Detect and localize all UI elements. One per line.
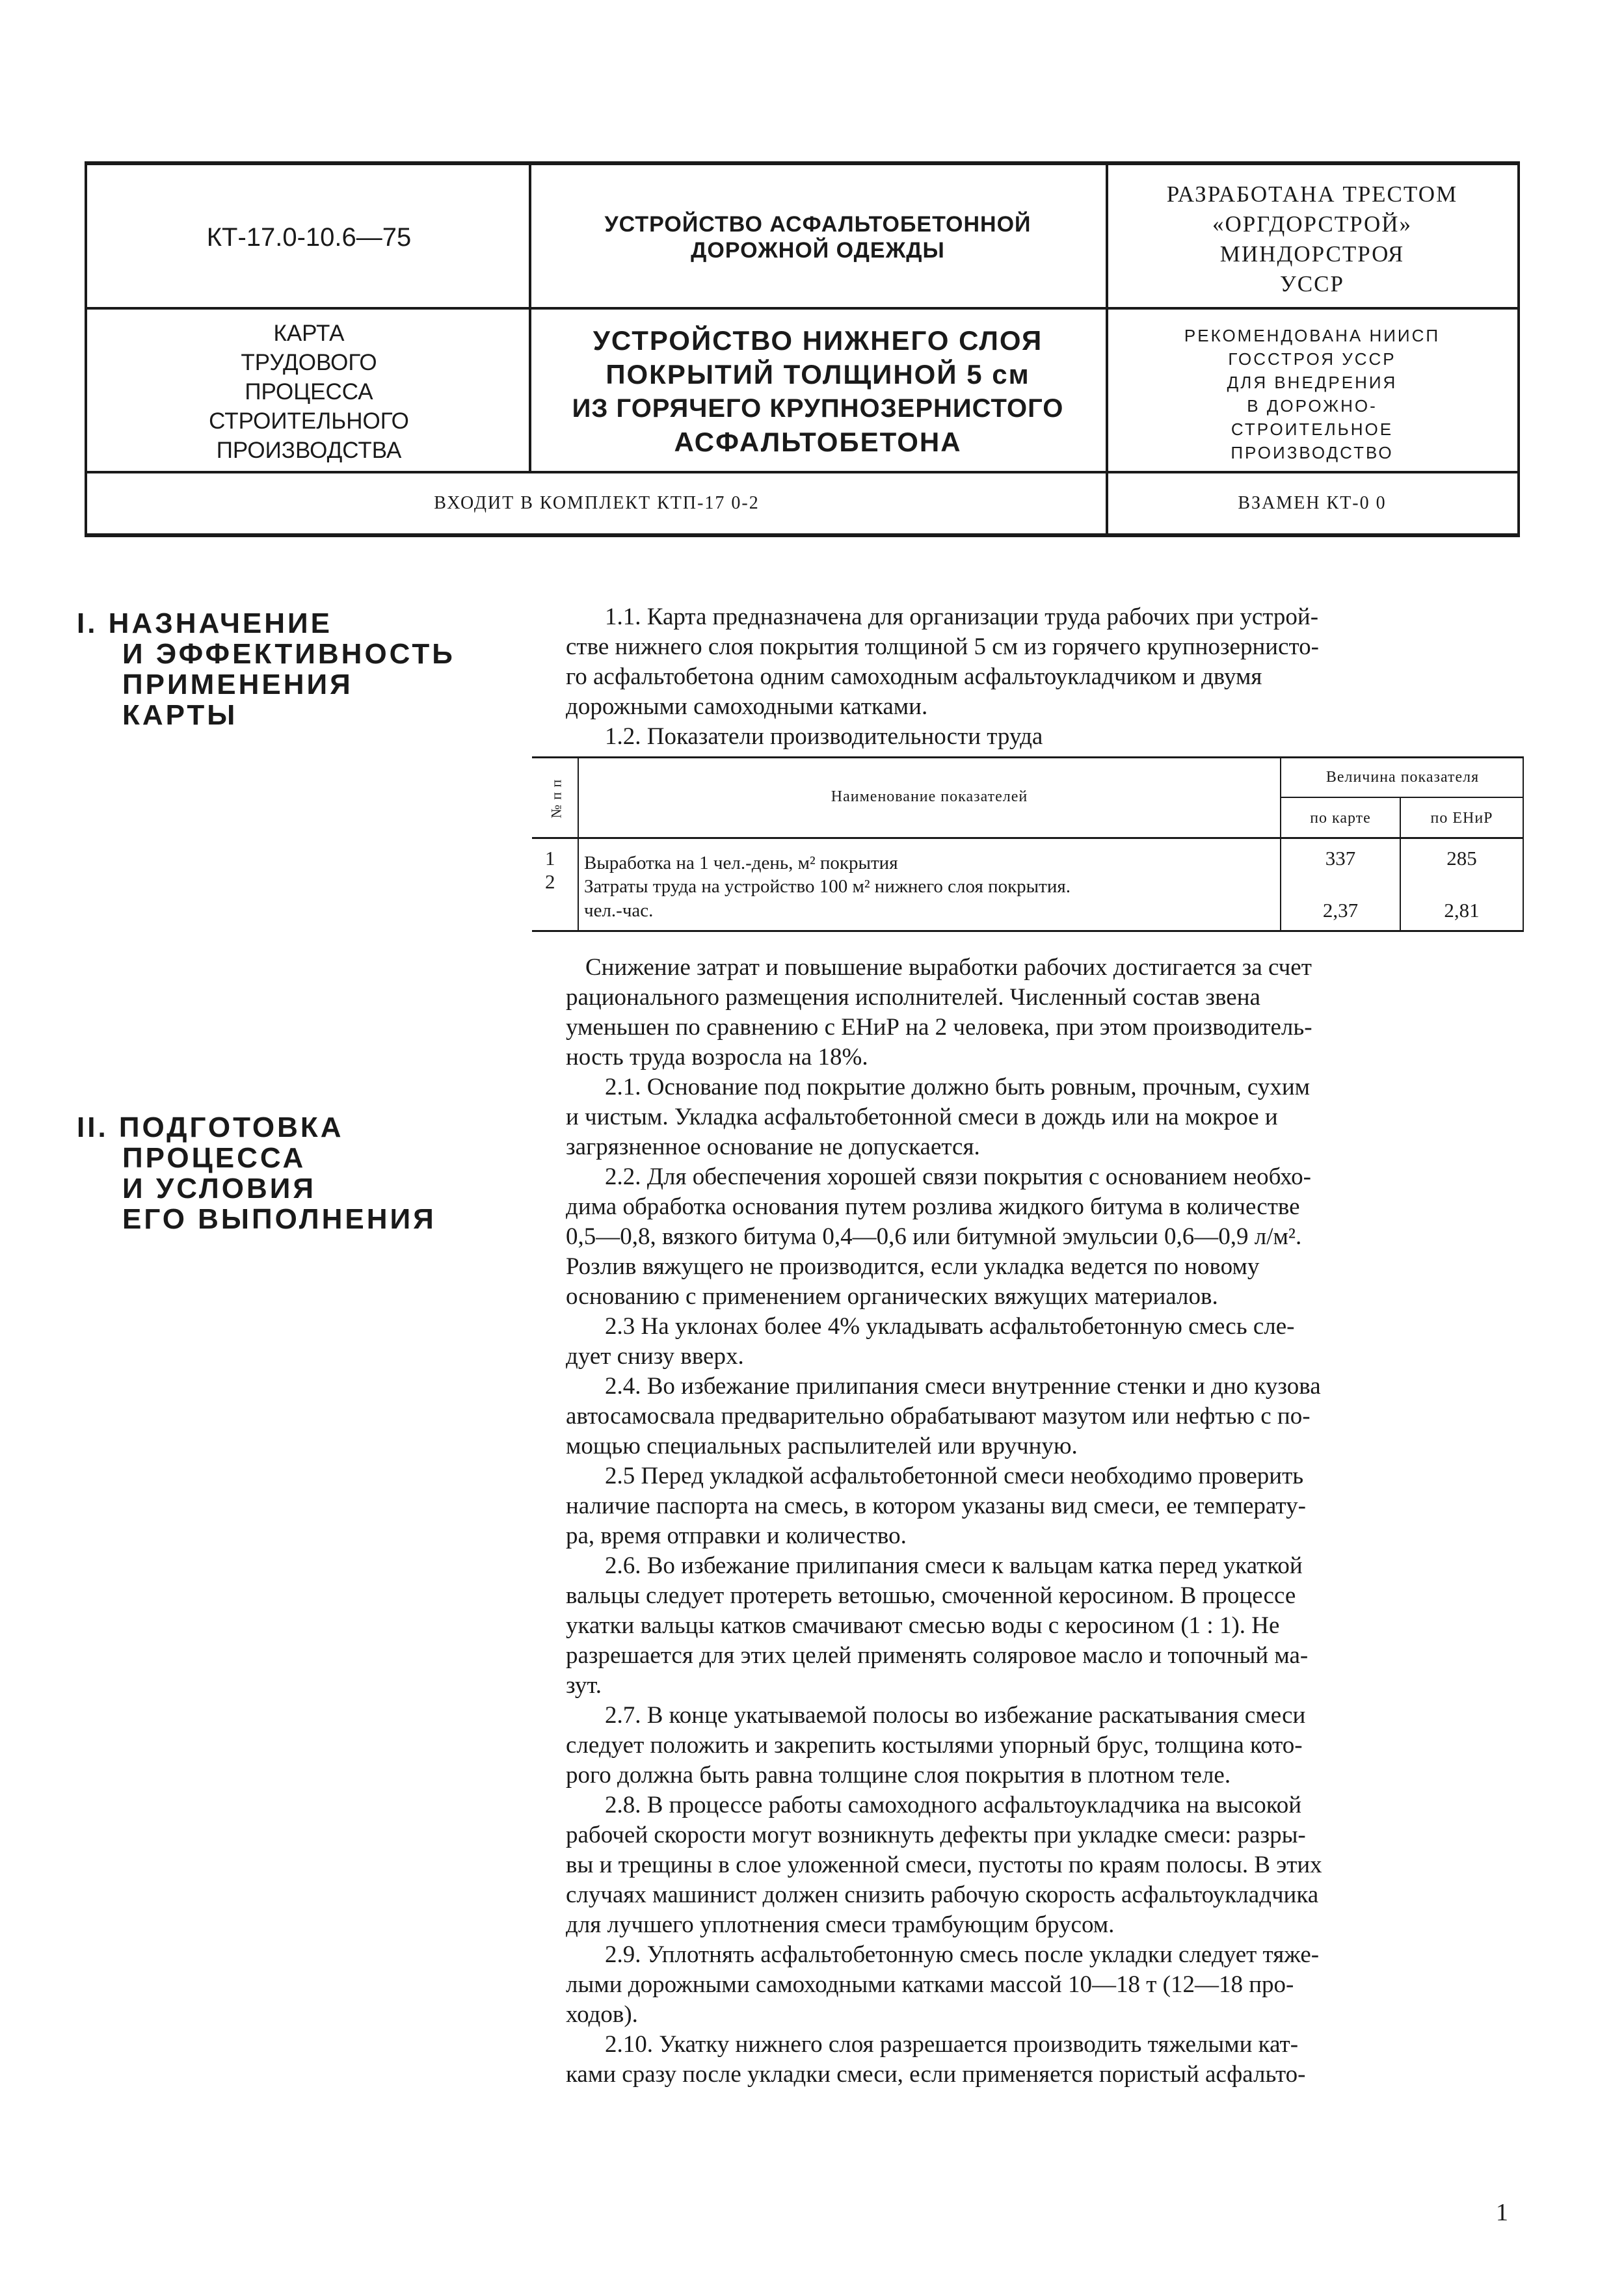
paragraph-line: ра, время отправки и количество. <box>566 1523 907 1549</box>
row-number: 2 <box>545 870 555 893</box>
paragraph-line: 2.10. Укатку нижнего слоя разрешается производить тяжелыми кат- <box>605 2031 1299 2058</box>
paragraph-line: 2.4. Во избежание прилипания смеси внутренние стенки и дно кузова <box>605 1373 1321 1400</box>
header-divider <box>85 471 1520 473</box>
paragraph-line: 2.6. Во избежание прилипания смеси к вальцам катка перед укаткой <box>605 1552 1303 1579</box>
paragraph-line: 1.1. Карта предназначена для организации труда рабочих при устрой- <box>605 604 1319 630</box>
paragraph-line: наличие паспорта на смесь, в котором указаны вид смеси, ее температу- <box>566 1493 1306 1519</box>
document-header <box>85 161 1520 537</box>
paragraph-line: ходов). <box>566 2001 638 2028</box>
row-enir-value: 285 <box>1446 847 1477 870</box>
col-num-header: № п п <box>548 778 565 819</box>
included-in-cell <box>91 476 1102 531</box>
recommended-line: ГОССТРОЯ УССР <box>1228 349 1396 369</box>
paragraph-line: го асфальтобетона одним самоходным асфальтоукладчиком и двумя <box>566 663 1262 690</box>
section-heading-line: ПРОЦЕССА <box>122 1142 306 1174</box>
table-rule <box>532 930 1524 932</box>
recommended-line: ПРОИЗВОДСТВО <box>1231 442 1394 462</box>
row-card-value: 2,37 <box>1322 899 1359 922</box>
col-enir-header: по ЕНиР <box>1430 810 1493 827</box>
performance-table <box>532 756 1524 932</box>
row-name: Затраты труда на устройство 100 м² нижнего слоя покрытия. <box>584 876 1071 897</box>
document-code: КТ-17.0-10.6—75 <box>206 222 412 252</box>
paragraph-line: 2.1. Основание под покрытие должно быть ровным, прочным, сухим <box>605 1074 1311 1100</box>
paragraph-line: и чистым. Укладка асфальтобетонной смеси в дождь или на мокрое и <box>566 1104 1278 1130</box>
paragraph-line: дорожными самоходными катками. <box>566 693 928 720</box>
developer-line: «ОРГДОРСТРОЙ» <box>1212 211 1413 237</box>
paragraph-line: 2.2. Для обеспечения хорошей связи покрытия с основанием необхо- <box>605 1164 1312 1190</box>
paragraph-line: 1.2. Показатели производительности труда <box>605 723 1043 750</box>
paragraph-line: 2.9. Уплотнять асфальтобетонную смесь после укладки следует тяже- <box>605 1941 1320 1968</box>
card-type-line: КАРТА <box>273 320 345 346</box>
developer-line: РАЗРАБОТАНА ТРЕСТОМ <box>1166 181 1458 207</box>
main-title-line: ДОРОЖНОЙ ОДЕЖДЫ <box>691 238 945 263</box>
card-type-line: ТРУДОВОГО <box>241 349 377 375</box>
card-type-line: ПРОИЗВОДСТВА <box>216 437 402 463</box>
card-title-line: ПОКРЫТИЙ ТОЛЩИНОЙ 5 см <box>606 359 1030 390</box>
included-in-text: ВХОДИТ В КОМПЛЕКТ КТП-17 0-2 <box>434 493 760 513</box>
paragraph-line: ками сразу после укладки смеси, если применяется пористый асфальто- <box>566 2061 1306 2088</box>
paragraph-line: ность труда возросла на 18%. <box>566 1044 868 1071</box>
paragraph-line: лыми дорожными самоходными катками массой 10—18 т (12—18 про- <box>566 1971 1294 1998</box>
paragraph-line: Розлив вяжущего не производится, если укладка ведется по новому <box>566 1253 1260 1280</box>
recommended-line: В ДОРОЖНО- <box>1247 395 1378 416</box>
header-divider <box>529 161 531 472</box>
paragraph-line: стве нижнего слоя покрытия толщиной 5 см из горячего крупнозернисто- <box>566 633 1320 660</box>
section-heading-line: ПРИМЕНЕНИЯ <box>122 669 353 700</box>
section-heading-line: II. ПОДГОТОВКА <box>77 1111 344 1143</box>
developer-line: УССР <box>1280 271 1344 297</box>
section-2-heading <box>77 1112 436 1234</box>
recommended-line: ДЛЯ ВНЕДРЕНИЯ <box>1227 372 1398 392</box>
paragraph-line: мощью специальных распылителей или вручную. <box>566 1433 1078 1459</box>
header-divider <box>1106 161 1108 537</box>
paragraph-line: вальцы следует протереть ветошью, смоченной керосином. В процессе <box>566 1582 1296 1609</box>
paragraph-line: уменьшен по сравнению с ЕНиР на 2 человека, при этом производитель- <box>566 1014 1312 1041</box>
paragraph-line: случаях машинист должен снизить рабочую скорость асфальтоукладчика <box>566 1882 1319 1908</box>
replaces-text: ВЗАМЕН КТ-0 0 <box>1238 493 1387 513</box>
paragraph-line: дима обработка основания путем розлива жидкого битума в количестве <box>566 1193 1300 1220</box>
card-title-line: УСТРОЙСТВО НИЖНЕГО СЛОЯ <box>592 325 1043 356</box>
paragraph-line: 2.5 Перед укладкой асфальтобетонной смеси необходимо проверить <box>605 1463 1304 1489</box>
row-name: Выработка на 1 чел.-день, м² покрытия <box>584 853 898 873</box>
row-number: 1 <box>545 847 555 870</box>
section-1-heading <box>77 608 455 730</box>
paragraph-line: рационального размещения исполнителей. Численный состав звена <box>566 984 1260 1011</box>
recommended-line: СТРОИТЕЛЬНОЕ <box>1231 419 1394 439</box>
section-heading-line: КАРТЫ <box>122 699 238 731</box>
col-card-header: по карте <box>1310 810 1371 827</box>
paragraph-line: укатки вальцы катков смачивают смесью воды с керосином (1 : 1). Не <box>566 1612 1280 1639</box>
paragraph-line: Снижение затрат и повышение выработки рабочих достигается за счет <box>585 954 1312 981</box>
paragraph-line: автосамосвала предварительно обрабатывают мазутом или нефтью с по- <box>566 1403 1311 1430</box>
row-name-continued: чел.-час. <box>584 900 654 921</box>
paragraph-line: 2.7. В конце укатываемой полосы во избежание раскатывания смеси <box>605 1702 1306 1729</box>
col-num-header-wrap <box>546 763 566 834</box>
replaces-cell <box>1109 476 1515 531</box>
paragraph-line: зут. <box>566 1672 602 1699</box>
header-bottom-rule <box>85 533 1520 537</box>
card-title-line: АСФАЛЬТОБЕТОНА <box>674 427 962 457</box>
paragraph-line: следует положить и закрепить костылями упорный брус, толщина кото- <box>566 1732 1303 1759</box>
section-1-body <box>566 602 1522 752</box>
header-divider <box>85 307 1520 310</box>
card-type-line: ПРОЦЕССА <box>245 379 373 405</box>
table-rule <box>532 837 1524 839</box>
table-rule <box>578 756 579 932</box>
developer-line: МИНДОРСТРОЯ <box>1219 241 1405 267</box>
main-title-cell <box>533 168 1102 307</box>
section-heading-line: ЕГО ВЫПОЛНЕНИЯ <box>122 1203 436 1235</box>
summary-body <box>566 953 1522 1072</box>
paragraph-line: вы и трещины в слое уложенной смеси, пустоты по краям полосы. В этих <box>566 1852 1322 1878</box>
card-type-line: СТРОИТЕЛЬНОГО <box>209 408 409 434</box>
section-2-body <box>566 1072 1522 2090</box>
paragraph-line: разрешается для этих целей применять соляровое масло и топочный ма- <box>566 1642 1309 1669</box>
section-heading-line: И ЭФФЕКТИВНОСТЬ <box>122 638 455 670</box>
paragraph-line: 2.3 На уклонах более 4% укладывать асфальтобетонную смесь сле- <box>605 1313 1295 1340</box>
section-heading-line: И УСЛОВИЯ <box>122 1173 317 1204</box>
paragraph-line: загрязненное основание не допускается. <box>566 1134 980 1160</box>
table-rule <box>532 756 1524 758</box>
header-top-rule <box>85 161 1520 165</box>
header-left-border <box>85 161 87 537</box>
paragraph-line: рабочей скорости могут возникнуть дефекты при укладке смеси: разры- <box>566 1822 1306 1848</box>
card-type-cell <box>91 314 527 469</box>
card-title-line: ИЗ ГОРЯЧЕГО КРУПНОЗЕРНИСТОГО <box>572 394 1064 423</box>
developer-cell <box>1109 174 1515 304</box>
paragraph-line: дует снизу вверх. <box>566 1343 744 1370</box>
paragraph-line: 2.8. В процессе работы самоходного асфальтоукладчика на высокой <box>605 1792 1302 1818</box>
paragraph-line: для лучшего уплотнения смеси трамбующим брусом. <box>566 1911 1115 1938</box>
page-number: 1 <box>1496 2199 1508 2226</box>
table-rule <box>1280 797 1524 798</box>
header-right-border <box>1517 161 1520 537</box>
paragraph-line: рого должна быть равна толщине слоя покрытия в плотном теле. <box>566 1762 1231 1789</box>
recommended-cell <box>1109 324 1515 464</box>
paragraph-line: основанию с применением органических вяжущих материалов. <box>566 1283 1218 1310</box>
recommended-line: РЕКОМЕНДОВАНА НИИСП <box>1184 325 1441 345</box>
row-enir-value: 2,81 <box>1444 899 1480 922</box>
section-heading-line: I. НАЗНАЧЕНИЕ <box>77 607 332 639</box>
main-title-line: УСТРОЙСТВО АСФАЛЬТОБЕТОННОЙ <box>604 212 1032 237</box>
col-value-header: Величина показателя <box>1325 769 1480 786</box>
col-name-header: Наименование показателей <box>831 788 1028 805</box>
paragraph-line: 0,5—0,8, вязкого битума 0,4—0,6 или битумной эмульсии 0,6—0,9 л/м². <box>566 1223 1302 1250</box>
card-title-cell <box>533 314 1102 469</box>
document-code-cell <box>91 168 527 307</box>
row-card-value: 337 <box>1325 847 1356 870</box>
